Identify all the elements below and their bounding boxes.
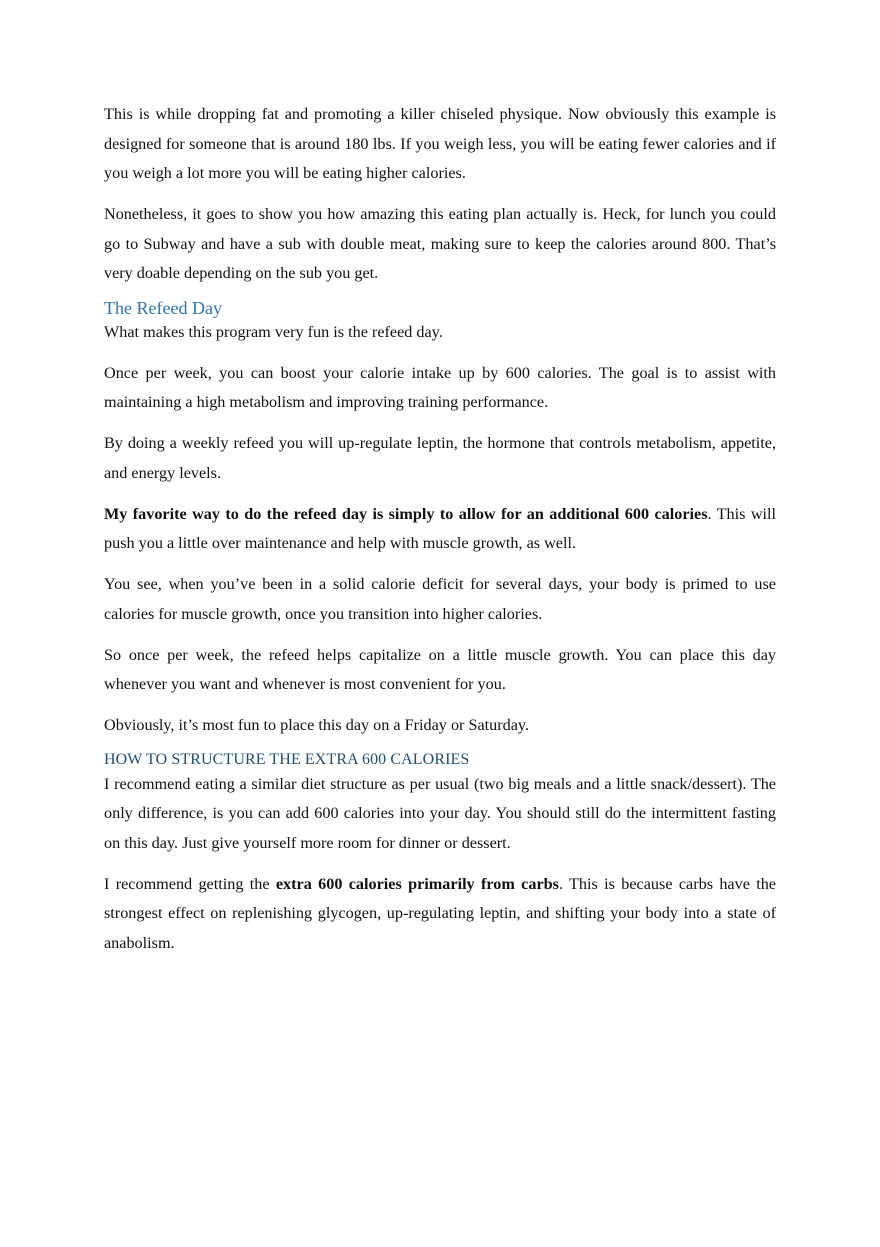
structure-paragraph-2 [104,870,776,959]
refeed-paragraph-2: Once per week, you can boost your calorie intake up by 600 calories. The goal is to assist with maintaining a high metabolism and improving training performance. [104,363,776,411]
refeed-paragraph-3: By doing a weekly refeed you will up-regulate leptin, the hormone that controls metabolism, appetite, and energy levels. [104,434,776,482]
refeed-paragraph-4 [104,500,776,559]
structure-paragraph-1: I recommend eating a similar diet structure as per usual (two big meals and a little snack/dessert). The only difference, is you can add 600 calories into your day. You should still do the intermittent fasting on this day. Just give yourself more room for dinner or dessert. [104,774,776,852]
intro-paragraph-1: This is while dropping fat and promoting a killer chiseled physique. Now obviously this example is designed for someone that is around 180 lbs. If you weigh less, you will be eating fewer calories and if you weigh a lot more you will be eating higher calories. [104,105,776,182]
refeed-paragraph-7: Obviously, it’s most fun to place this day on a Friday or Saturday. [104,716,530,734]
refeed-paragraph-4-bold: My favorite way to do the refeed day is simply to allow for an additional 600 calories [104,504,708,523]
structure-paragraph-2-rest: . This is because carbs have the strongest effect on replenishing glycogen, up-regulating leptin, and shifting your body into a state of anabolism. [104,874,776,952]
section-heading-refeed-day: The Refeed Day [104,297,222,318]
structure-paragraph-2-bold: extra 600 calories primarily from carbs [275,874,559,893]
refeed-paragraph-1: What makes this program very fun is the refeed day. [104,322,443,341]
section-heading-structure: HOW TO STRUCTURE THE EXTRA 600 CALORIES [104,750,470,768]
refeed-paragraph-4-rest: . This will push you a little over maintenance and help with muscle growth, as well. [104,504,777,552]
document-page [104,100,776,970]
refeed-paragraph-5: You see, when you’ve been in a solid calorie deficit for several days, your body is primed to use calories for muscle growth, once you transition into higher calories. [104,575,776,623]
structure-paragraph-2-start: I recommend getting the [104,874,276,893]
intro-paragraph-2: Nonetheless, it goes to show you how amazing this eating plan actually is. Heck, for lunch you could go to Subway and have a sub with double meat, making sure to keep the calories around 800. That’s very doable depending on the sub you get. [104,205,776,282]
refeed-paragraph-6: So once per week, the refeed helps capitalize on a little muscle growth. You can place this day whenever you want and whenever is most convenient for you. [104,645,776,693]
